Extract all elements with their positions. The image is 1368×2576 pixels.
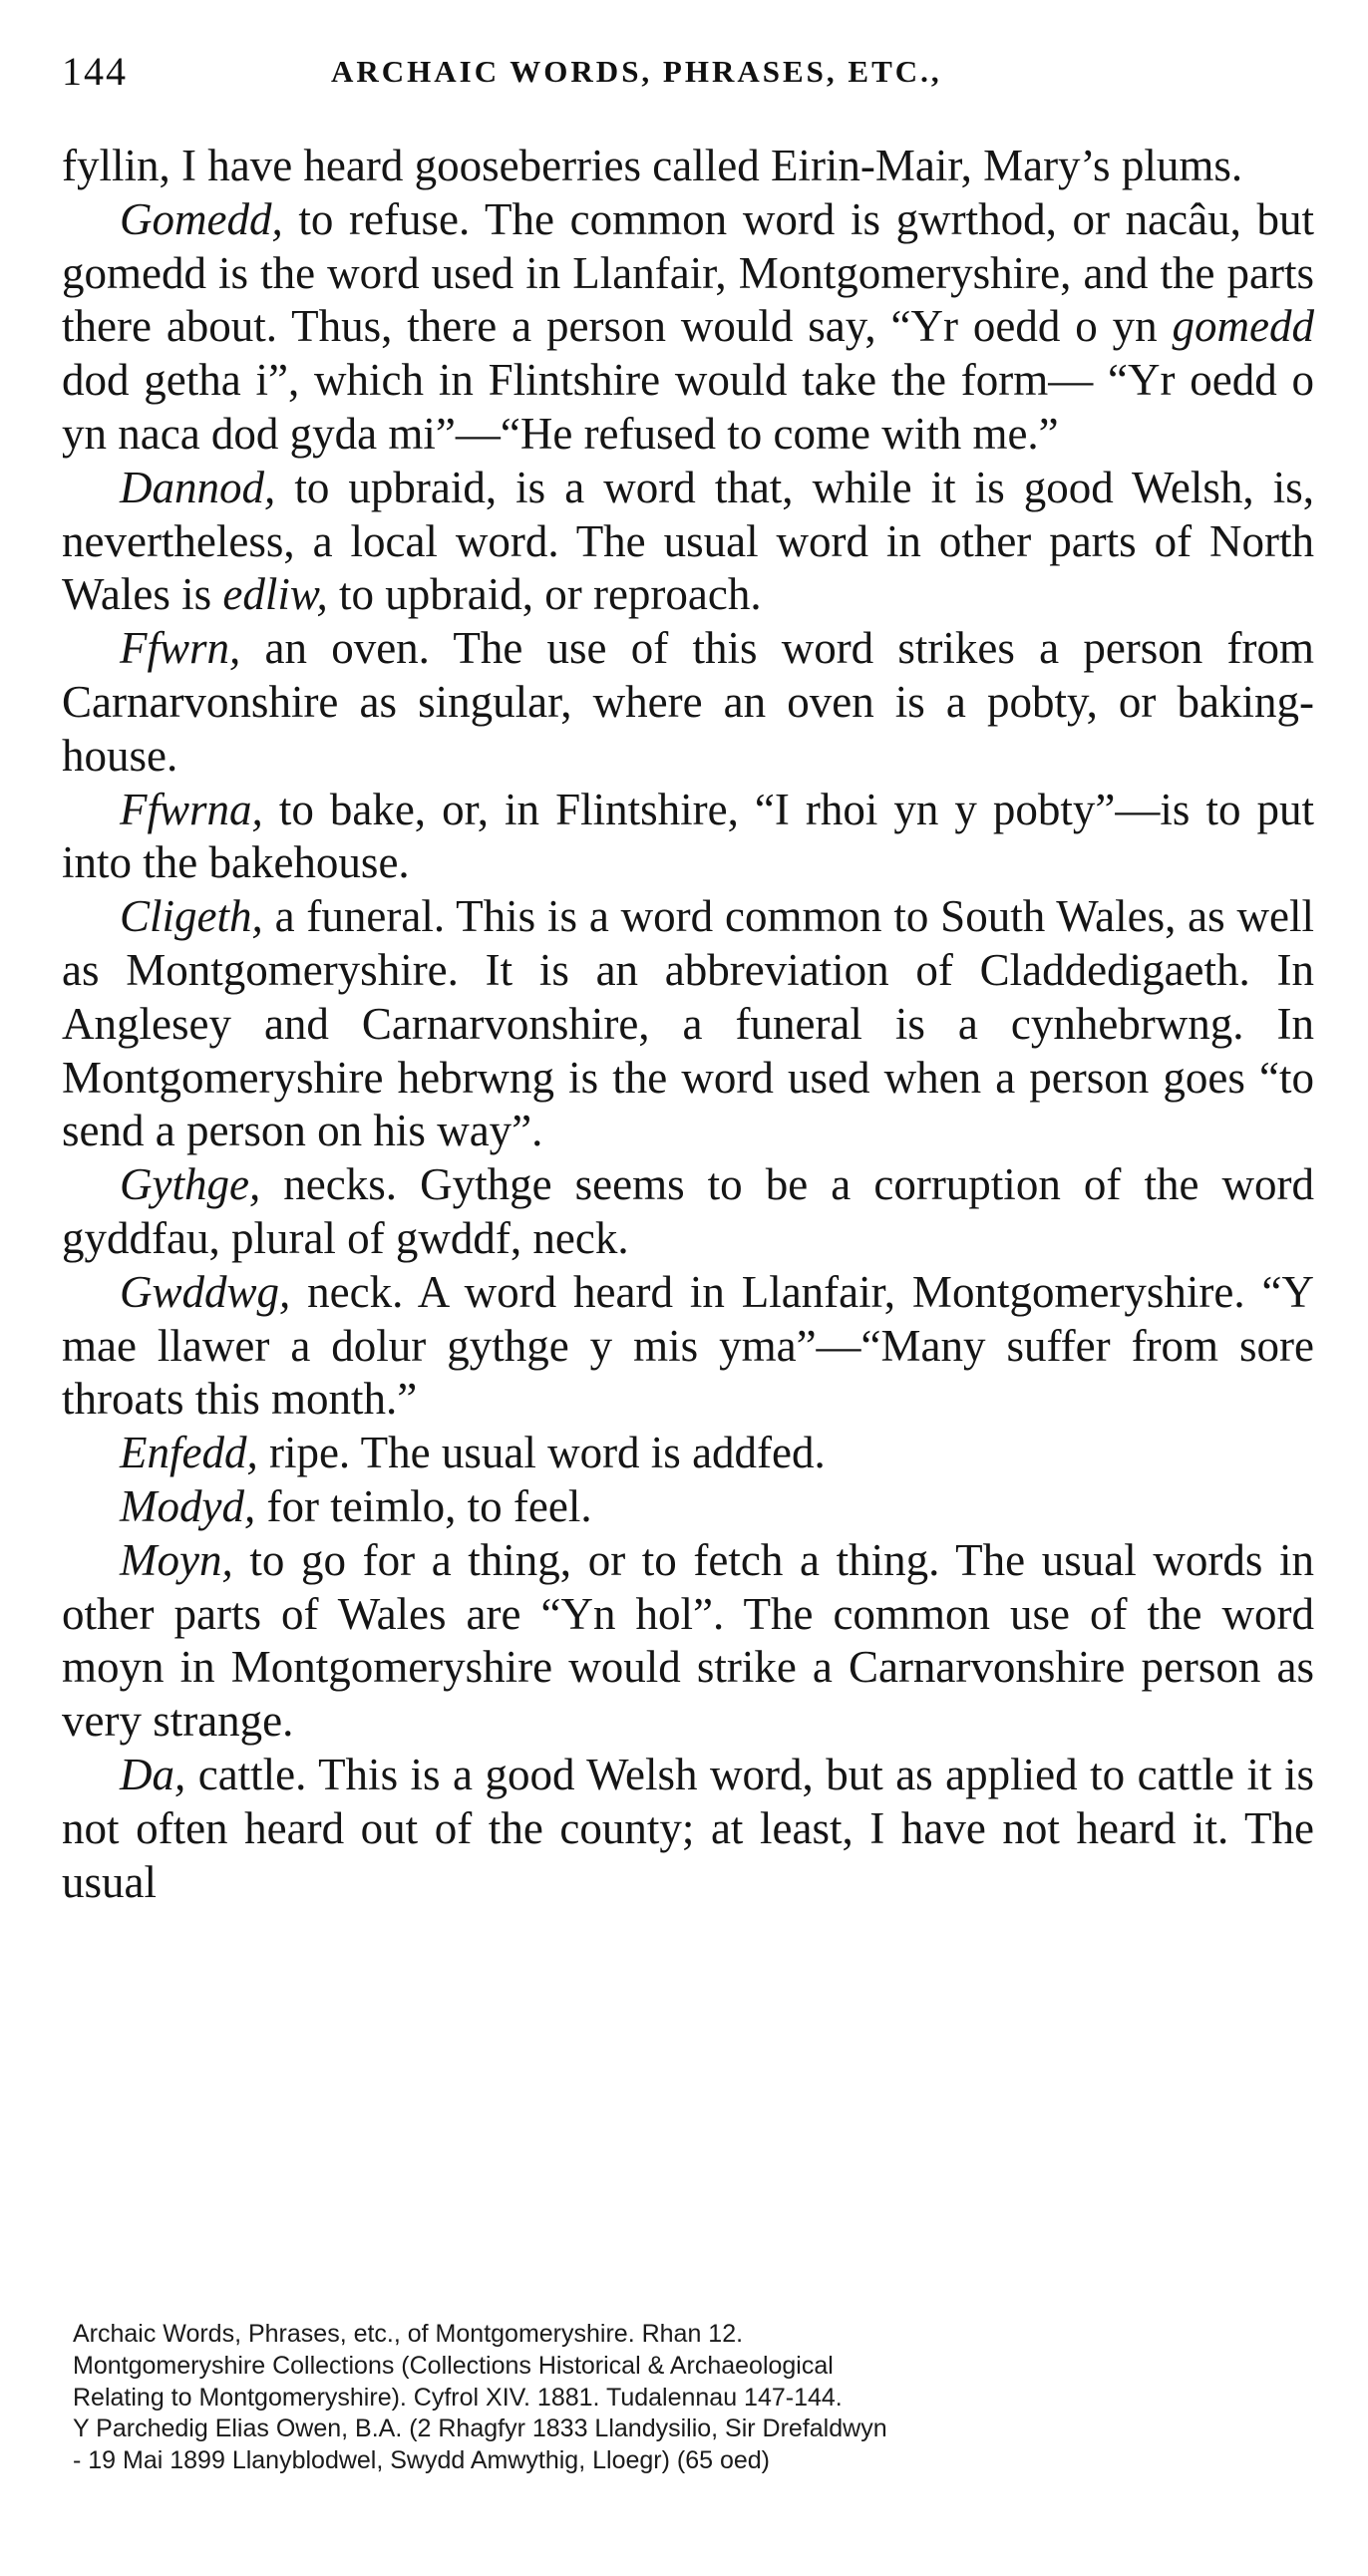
text-run: necks. Gythge seems to be a corruption of the word gyddfau, plural of gwddf, neck. — [62, 1159, 1314, 1263]
headword: Moyn, — [120, 1534, 233, 1585]
text-run: an oven. The use of this word strikes a person from Carnarvonshire as singular, where an oven is a pobty, or baking-house. — [62, 623, 1314, 781]
italic-word: edliw, — [222, 569, 328, 620]
caption-line: Archaic Words, Phrases, etc., of Montgomeryshire. Rhan 12. — [73, 2320, 744, 2348]
italic-word: gomedd — [1172, 301, 1314, 352]
paragraph-gwddwg — [62, 1266, 1314, 1427]
text-run: ripe. The usual word is addfed. — [257, 1428, 826, 1478]
headword: Ffwrna, — [120, 784, 263, 834]
headword: Da, — [120, 1749, 186, 1799]
text-run: to upbraid, is a word that, while it is good Welsh, is, nevertheless, a local word. The usual word in other parts of North Wales is — [62, 462, 1314, 620]
headword: Ffwrn, — [120, 623, 241, 674]
text-run: neck. A word heard in Llanfair, Montgomeryshire. “Y mae llawer a dolur gythge y mis yma”—“Many suffer from sore throats this month.” — [62, 1266, 1314, 1425]
paragraph-ffwrn — [62, 622, 1314, 783]
headword: Gythge, — [120, 1159, 261, 1210]
caption-line: Relating to Montgomeryshire). Cyfrol XIV. 1881. Tudalennau 147-144. — [73, 2383, 843, 2412]
caption-line: Y Parchedig Elias Owen, B.A. (2 Rhagfyr 1833 Llandysilio, Sir Drefaldwyn — [73, 2415, 887, 2443]
headword: Modyd, — [120, 1480, 256, 1531]
paragraph — [62, 140, 1314, 193]
text-run: cattle. This is a good Welsh word, but as applied to cattle it is not often heard out of the county; at least, I have not heard it. The usual — [62, 1749, 1314, 1907]
running-header — [62, 48, 1318, 108]
page-number: 144 — [62, 49, 128, 94]
text-run: to bake, or, in Flintshire, “I rhoi yn y pobty”—is to put into the bakehouse. — [62, 784, 1314, 888]
paragraph-gythge — [62, 1158, 1314, 1266]
headword: Gomedd, — [120, 193, 283, 244]
running-title: ARCHAIC WORDS, PHRASES, ETC., — [331, 54, 942, 89]
text-run: to refuse. The common word is gwrthod, or nacâu, but gomedd is the word used in Llanfair, Montgomeryshire, and the parts there about. Thus, there a person would say, “Yr oedd o yn — [62, 193, 1314, 352]
paragraph-modyd — [62, 1480, 1314, 1534]
text-run: to upbraid, or reproach. — [327, 569, 762, 620]
text-run: for teimlo, to feel. — [255, 1480, 592, 1531]
paragraph-dannod — [62, 462, 1314, 622]
paragraph-ffwrna — [62, 784, 1314, 891]
headword: Gwddwg, — [120, 1266, 291, 1317]
paragraph-cligeth — [62, 890, 1314, 1158]
text-run: to go for a thing, or to fetch a thing. The usual words in other parts of Wales are “Yn hol”. The common use of the word moyn in Montgomeryshire would strike a Carnarvonshire person as very strange. — [62, 1534, 1314, 1747]
headword: Cligeth, — [120, 891, 263, 942]
paragraph-gomedd — [62, 193, 1314, 462]
paragraph-moyn — [62, 1534, 1314, 1749]
caption-line: - 19 Mai 1899 Llanyblodwel, Swydd Amwythig, Lloegr) (65 oed) — [73, 2446, 770, 2475]
source-caption — [73, 2319, 1229, 2477]
body-text — [62, 140, 1314, 1909]
headword: Dannod, — [120, 462, 276, 512]
paragraph-enfedd — [62, 1427, 1314, 1480]
headword: Enfedd, — [120, 1428, 258, 1478]
caption-line: Montgomeryshire Collections (Collections Historical & Archaeological — [73, 2351, 834, 2380]
paragraph-da — [62, 1749, 1314, 1909]
text-run: fyllin, I have heard gooseberries called Eirin-Mair, Mary’s plums. — [62, 141, 1243, 190]
text-run: dod getha i”, which in Flintshire would take the form— “Yr oedd o yn naca dod gyda mi”—“He refused to come with me.” — [62, 355, 1314, 459]
text-run: a funeral. This is a word common to South Wales, as well as Montgomeryshire. It is an abbreviation of Claddedigaeth. In Anglesey and Carnarvonshire, a funeral is a cynhebrwng. In Montgomeryshire hebrwng is the word used when a person goes “to send a person on his way”. — [62, 891, 1314, 1156]
